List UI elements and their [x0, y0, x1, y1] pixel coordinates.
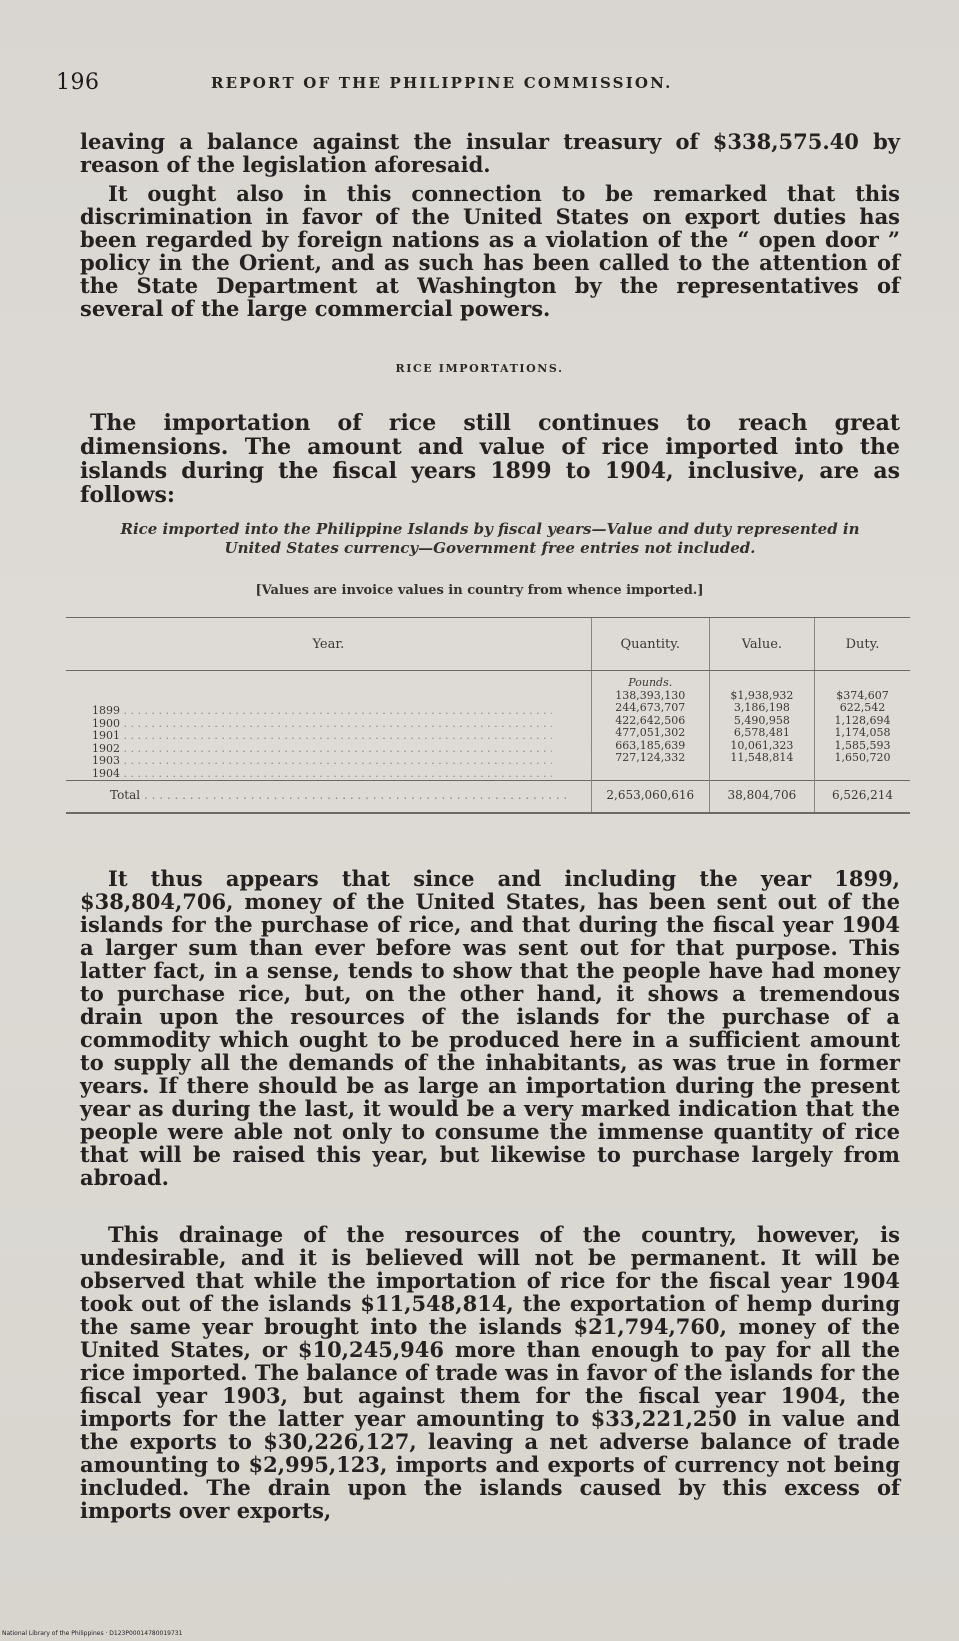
paragraph-rice-analysis: It thus appears that since and including the year 1899, $38,804,706, money of the United States, has been sent out of the islands for the purchase of rice, and that during the fiscal year 1904 a larger sum than ever before was sent out for that purpose. This latter fact, in a sense, tends to show that the people have had money to purchase rice, but, on the other hand, it shows a tremendous drain upon the resources of the islands for the purchase of a commodity which ought to be produced here in a sufficient amount to supply all the demands of the inhabitants, as was true in former years. If there should be as large an importation during the present year as during the last, it would be a very marked indication that the people were able not only to consume the immense quantity of rice that will be raised this year, but likewise to purchase largely from abroad. [80, 866, 900, 1190]
year-cell: 1903 . . . [92, 755, 552, 768]
running-head: REPORT OF THE PHILIPPINE COMMISSION. [211, 74, 673, 92]
paragraph-continuation: leaving a balance against the insular treasury of $338,575.40 by reason of the legislation aforesaid. [80, 129, 900, 177]
total-label: Total . . . [110, 789, 570, 802]
table-note: [Values are invoice values in country from whence imported.] [255, 583, 704, 598]
duty-cell: 1,585,593 [834, 738, 891, 752]
year-cell: 1904 . . . [92, 768, 552, 781]
duty-cell: 1,128,694 [834, 713, 891, 727]
table-caption: Rice imported into the Philippine Islands by fiscal years—Value and duty represented in United States currency—Government free entries not included. [120, 520, 860, 557]
quantity-column [591, 671, 709, 781]
page-header [56, 70, 899, 100]
header-quantity: Quantity. [591, 618, 709, 671]
duty-cell: 1,650,720 [834, 751, 891, 764]
duty-cell: $374,607 [836, 688, 889, 702]
duty-column [815, 671, 910, 781]
year-cell: 1899 . . . [92, 705, 552, 718]
year-cell: 1900 . . . [92, 718, 552, 731]
total-value: 38,804,706 [709, 781, 814, 813]
quantity-cell: 244,673,707 [615, 701, 686, 714]
value-cell: 10,061,323 [730, 738, 794, 752]
total-quantity: 2,653,060,616 [591, 781, 709, 813]
value-cell: 11,548,814 [730, 751, 794, 764]
header-duty: Duty. [815, 618, 910, 671]
header-year: Year. [66, 618, 591, 671]
table-body-row [66, 671, 910, 781]
paragraph-trade-balance: This drainage of the resources of the country, however, is undesirable, and it is believed will not be permanent. It will be observed that while the importation of rice for the fiscal year 1904 took out of the islands $11,548,814, the exportation of hemp during the same year brought into the islands $21,794,760, money of the United States, or $10,245,946 more than enough to pay for all the rice imported. The balance of trade was in favor of the islands for the fiscal year 1903, but against them for the fiscal year 1904, the imports for the latter year amounting to $33,221,250 in value and the exports to $30,226,127, leaving a net adverse balance of trade amounting to $2,995,123, imports and exports of currency not being included. The drain upon the islands caused by this excess of imports over exports, [80, 1222, 900, 1523]
value-cell: 5,490,958 [733, 713, 790, 727]
quantity-unit: Pounds. [628, 676, 673, 689]
rice-import-table [66, 617, 910, 814]
table-header-row [66, 618, 910, 671]
header-value: Value. [709, 618, 814, 671]
value-column [709, 671, 814, 781]
section-heading: RICE IMPORTATIONS. [395, 362, 564, 375]
quantity-cell: 138,393,130 [615, 688, 686, 702]
duty-cell: 1,174,058 [834, 726, 891, 739]
year-column [66, 671, 591, 781]
quantity-cell: 727,124,332 [615, 751, 686, 764]
scan-footer: National Library of the Philippines · D123P00014780019731 [2, 1630, 183, 1637]
table-total-row [66, 781, 910, 813]
page-number: 196 [56, 70, 100, 95]
value-cell: 6,578,481 [733, 726, 790, 739]
total-label-cell [66, 781, 591, 813]
year-cell: 1902 . . . [92, 743, 552, 756]
duty-cell: 622,542 [839, 701, 886, 714]
quantity-cell: 422,642,506 [615, 713, 686, 727]
paragraph-open-door: It ought also in this connection to be remarked that this discrimination in favor of the United States on export duties has been regarded by foreign nations as a violation of the “ open door ” policy in the Orient, and as such has been called to the attention of the State Department at Washington by the representatives of several of the large commercial powers. [80, 181, 900, 321]
paragraph-rice-intro: The importation of rice still continues to reach great dimensions. The amount and value of rice imported into the islands during the fiscal years 1899 to 1904, inclusive, are as follows: [80, 410, 900, 508]
value-cell: 3,186,198 [733, 701, 790, 714]
quantity-cell: 663,185,639 [615, 738, 686, 752]
total-duty: 6,526,214 [815, 781, 910, 813]
quantity-cell: 477,051,302 [615, 726, 686, 739]
value-cell: $1,938,932 [730, 688, 794, 702]
year-cell: 1901 . . . [92, 730, 552, 743]
